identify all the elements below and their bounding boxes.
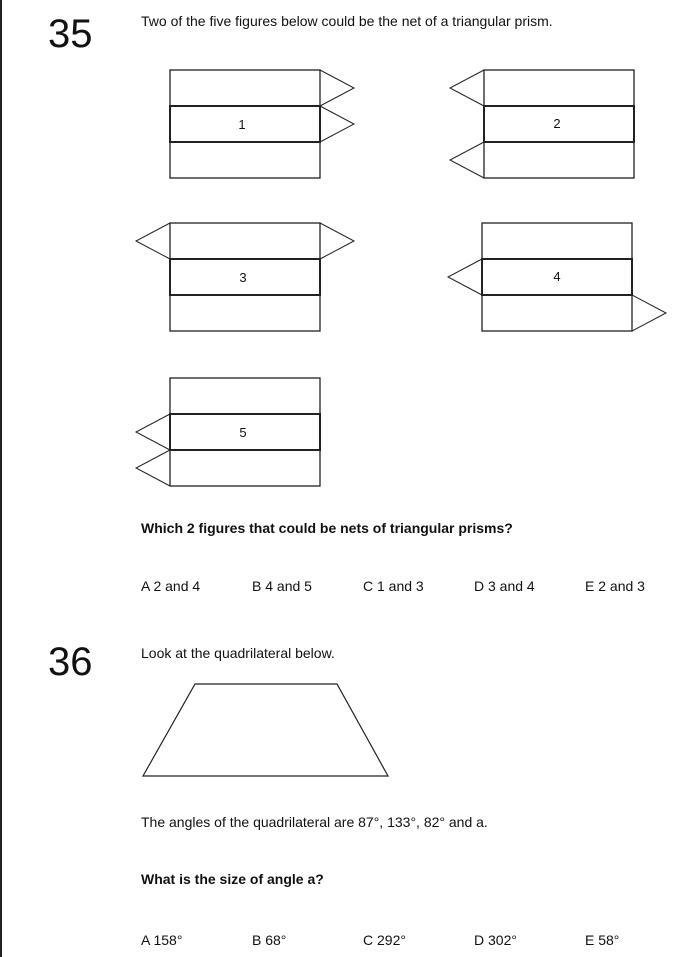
question-number-36: 36 bbox=[48, 640, 93, 684]
figure-label-5: 5 bbox=[239, 425, 247, 440]
q35-prompt: Two of the five figures below could be the net of a triangular prism. bbox=[141, 13, 553, 29]
q35-question: Which 2 figures that could be nets of triangular prisms? bbox=[141, 520, 513, 536]
q36-option-d[interactable]: D 302° bbox=[474, 932, 517, 948]
q35-option-d[interactable]: D 3 and 4 bbox=[474, 578, 535, 594]
q36-option-a[interactable]: A 158° bbox=[141, 932, 183, 948]
quadrilateral-figure bbox=[140, 682, 392, 778]
figure-label-2: 2 bbox=[553, 116, 561, 131]
q35-option-c[interactable]: C 1 and 3 bbox=[363, 578, 424, 594]
net-figure-5 bbox=[134, 376, 324, 490]
q36-option-e[interactable]: E 58° bbox=[585, 932, 620, 948]
q36-prompt: Look at the quadrilateral below. bbox=[141, 645, 335, 661]
net-figure-1 bbox=[168, 68, 358, 182]
figure-label-1: 1 bbox=[238, 117, 246, 132]
figure-label-4: 4 bbox=[553, 269, 561, 284]
q35-option-e[interactable]: E 2 and 3 bbox=[585, 578, 645, 594]
q35-option-b[interactable]: B 4 and 5 bbox=[252, 578, 312, 594]
q36-question: What is the size of angle a? bbox=[141, 871, 324, 887]
q36-angles-text: The angles of the quadrilateral are 87°, 133°, 82° and a. bbox=[141, 814, 488, 830]
figure-label-3: 3 bbox=[239, 270, 247, 285]
question-number-35: 35 bbox=[48, 12, 93, 56]
net-figure-3 bbox=[134, 221, 358, 335]
net-figure-2 bbox=[448, 68, 638, 182]
q36-option-b[interactable]: B 68° bbox=[252, 932, 287, 948]
net-figure-4 bbox=[446, 221, 668, 335]
q35-option-a[interactable]: A 2 and 4 bbox=[141, 578, 201, 594]
page-left-border bbox=[0, 0, 2, 957]
q36-option-c[interactable]: C 292° bbox=[363, 932, 406, 948]
